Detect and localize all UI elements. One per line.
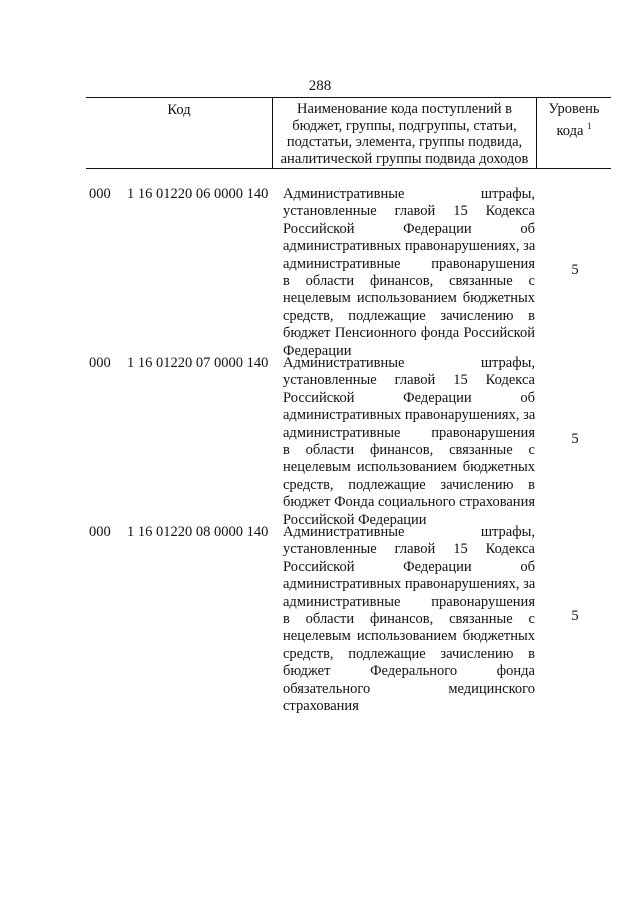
header-name-line: аналитической группы подвида доходов bbox=[280, 150, 529, 167]
desc-line: установленные главой 15 Кодекса bbox=[283, 541, 535, 558]
desc-line: нецелевым использованием бюджетных bbox=[283, 628, 535, 645]
row-level: 5 bbox=[571, 431, 579, 447]
desc-line: в области финансов, связанные с bbox=[283, 610, 535, 627]
table-header bbox=[86, 97, 611, 169]
header-level-line1: Уровень bbox=[548, 101, 600, 117]
desc-line: Федерации bbox=[283, 342, 352, 359]
desc-line: Административные штрафы, bbox=[283, 186, 535, 202]
desc-line: в области финансов, связанные с bbox=[283, 441, 535, 458]
desc-line: административных правонарушениях, за bbox=[283, 576, 536, 593]
row-description bbox=[283, 186, 535, 360]
row-admin-code: 000 bbox=[89, 186, 111, 202]
desc-line: административные правонарушения bbox=[283, 424, 535, 441]
page-number: 288 bbox=[308, 78, 332, 94]
desc-line: бюджет Федерального фонда bbox=[283, 663, 535, 680]
row-budget-code: 1 16 01220 06 0000 140 bbox=[127, 186, 269, 202]
row-budget-code: 1 16 01220 08 0000 140 bbox=[127, 524, 269, 540]
row-description bbox=[283, 524, 535, 715]
row-admin-code: 000 bbox=[89, 355, 111, 371]
row-level: 5 bbox=[571, 262, 579, 278]
desc-line: средств, подлежащие зачислению в bbox=[283, 476, 535, 493]
desc-line: установленные главой 15 Кодекса bbox=[283, 372, 535, 389]
row-admin-code: 000 bbox=[89, 524, 111, 540]
desc-line: Российской Федерации об bbox=[283, 220, 535, 237]
desc-line: Российской Федерации об bbox=[283, 558, 535, 575]
desc-line: Административные штрафы, bbox=[283, 355, 535, 371]
row-description bbox=[283, 355, 535, 529]
desc-line: административные правонарушения bbox=[283, 593, 535, 610]
desc-line: административные правонарушения bbox=[283, 255, 535, 272]
desc-line: установленные главой 15 Кодекса bbox=[283, 203, 535, 220]
desc-line: административных правонарушениях, за bbox=[283, 407, 536, 424]
row-budget-code: 1 16 01220 07 0000 140 bbox=[127, 355, 269, 371]
header-level-text: кода bbox=[556, 122, 584, 139]
desc-line: в области финансов, связанные с bbox=[283, 272, 535, 289]
desc-line: административных правонарушениях, за bbox=[283, 238, 536, 255]
desc-line: нецелевым использованием бюджетных bbox=[283, 459, 535, 476]
desc-line: Российской Федерации об bbox=[283, 389, 535, 406]
header-level bbox=[537, 98, 611, 168]
desc-line: Российской Федерации bbox=[283, 511, 427, 528]
header-level-line2 bbox=[537, 118, 611, 139]
header-name-line: Наименование кода поступлений в bbox=[297, 101, 512, 117]
header-name bbox=[273, 98, 537, 168]
desc-line: средств, подлежащие зачислению в bbox=[283, 645, 535, 662]
desc-line: обязательного медицинского bbox=[283, 680, 535, 697]
header-code: Код bbox=[86, 98, 273, 168]
desc-line: бюджет Пенсионного фонда Российской bbox=[283, 325, 535, 342]
desc-line: нецелевым использованием бюджетных bbox=[283, 290, 535, 307]
desc-line: Административные штрафы, bbox=[283, 524, 535, 540]
header-name-line: подстатьи, элемента, группы подвида, bbox=[286, 134, 523, 150]
desc-line: средств, подлежащие зачислению в bbox=[283, 307, 535, 324]
desc-line: страхования bbox=[283, 697, 359, 714]
row-level: 5 bbox=[571, 608, 579, 624]
header-name-line: бюджет, группы, подгруппы, статьи, bbox=[292, 117, 517, 134]
desc-line: бюджет Фонда социального страхования bbox=[283, 494, 535, 511]
header-level-footnote: 1 bbox=[587, 120, 592, 131]
